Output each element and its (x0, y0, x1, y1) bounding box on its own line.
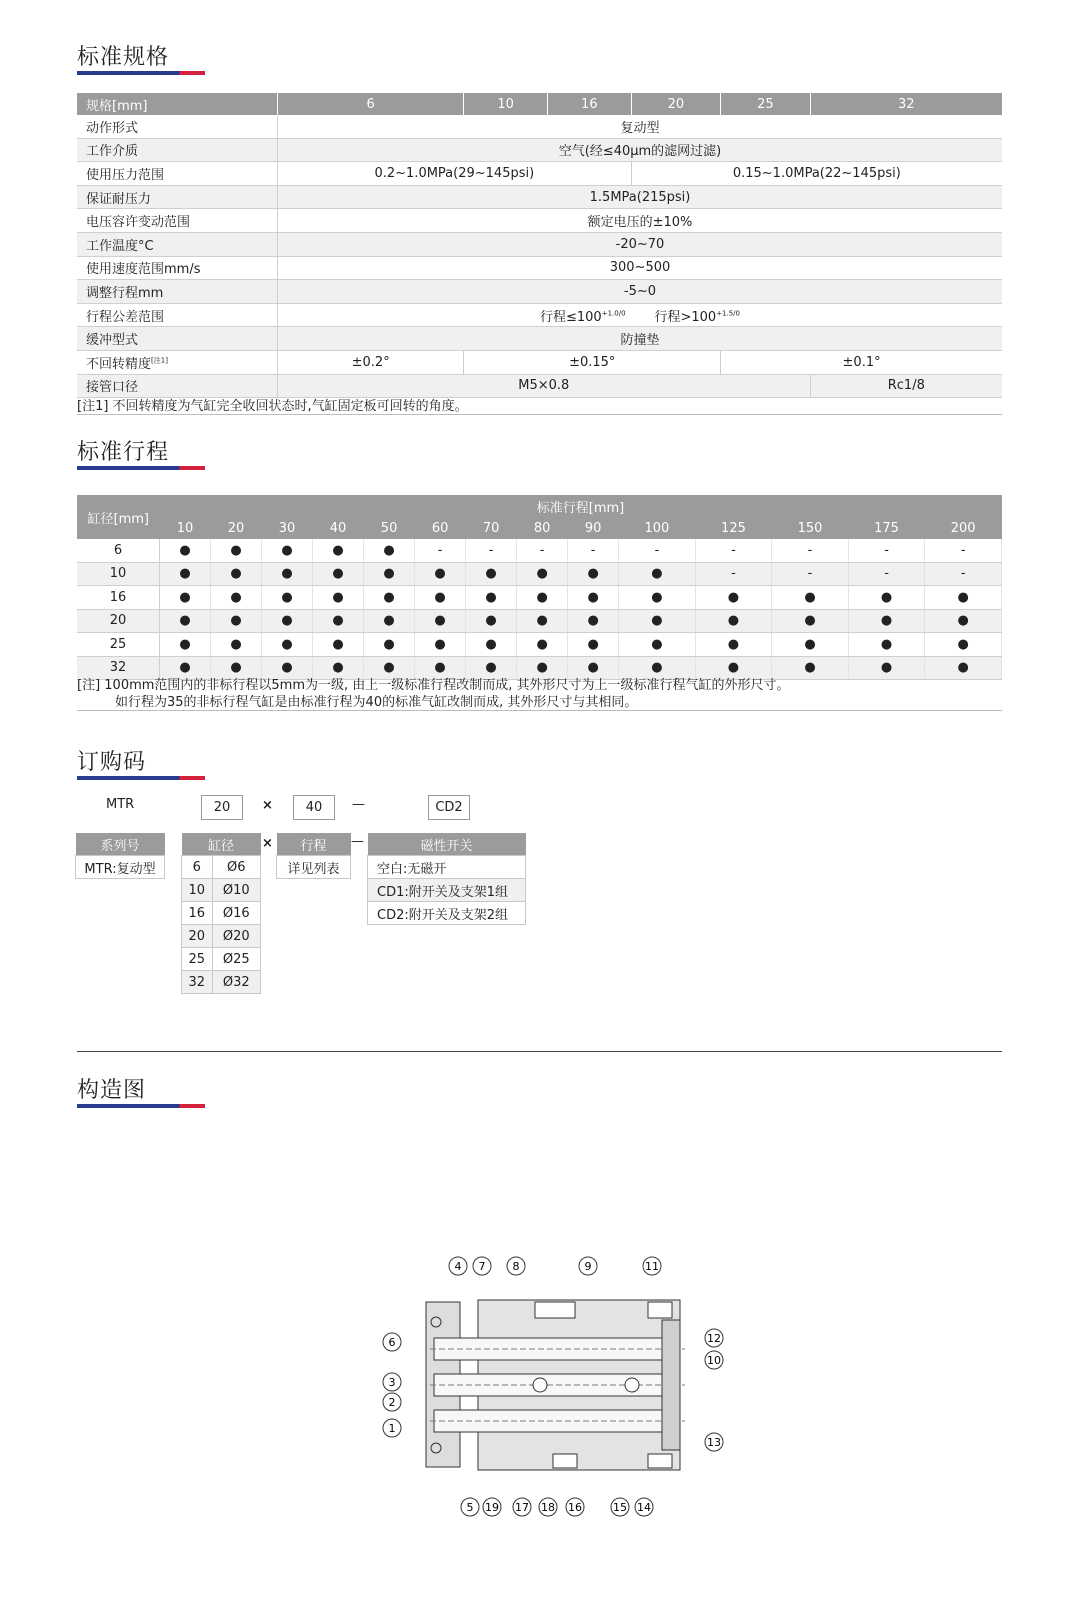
callout-number: 19 (485, 1501, 499, 1514)
stroke-availability-mark: - (466, 539, 517, 562)
stroke-tolerance-b: 行程>100 (654, 309, 717, 325)
spec-bore-header: 6 (278, 93, 464, 115)
spec-row-value: -5~0 (278, 280, 1003, 304)
section-accent-bar (77, 71, 205, 75)
bore-diameter: Ø25 (212, 948, 260, 971)
stroke-availability-mark: ● (160, 609, 211, 633)
stroke-availability-mark: ● (695, 656, 772, 680)
bore-table (181, 833, 261, 994)
section-accent-bar (77, 1104, 205, 1108)
stroke-availability-mark: ● (695, 586, 772, 610)
spec-bore-header: 32 (810, 93, 1002, 115)
stroke-availability-mark: ● (848, 609, 925, 633)
stroke-availability-mark: ● (262, 562, 313, 586)
callout-number: 4 (454, 1260, 462, 1273)
stroke-availability-mark: ● (160, 633, 211, 657)
spec-row-label: 工作介质 (77, 138, 278, 162)
switch-header: 磁性开关 (368, 833, 526, 856)
spec-row-label: 缓冲型式 (77, 327, 278, 351)
stroke-availability-mark: - (695, 539, 772, 562)
stroke-availability-mark: ● (211, 656, 262, 680)
stroke-availability-mark: ● (160, 586, 211, 610)
callout-number: 11 (645, 1260, 659, 1273)
stroke-availability-mark: ● (364, 633, 415, 657)
switch-option: 空白:无磁开 (368, 856, 526, 879)
spec-row-value: ±0.2° (278, 350, 464, 374)
stroke-availability-mark: ● (568, 586, 619, 610)
spec-bore-header: 25 (721, 93, 810, 115)
stroke-availability-mark: ● (925, 633, 1002, 657)
stroke-row-bore: 16 (77, 586, 160, 610)
stroke-column-header: 80 (517, 517, 568, 539)
bore-code: 20 (182, 925, 213, 948)
stroke-availability-mark: ● (772, 609, 849, 633)
callout-number: 12 (707, 1332, 721, 1345)
stroke-availability-mark: ● (313, 656, 364, 680)
bore-option-row (182, 925, 261, 948)
cylinder-structure-diagram (370, 1250, 730, 1525)
stroke-availability-mark: ● (517, 609, 568, 633)
bore-code: 16 (182, 902, 213, 925)
stroke-availability-mark: ● (313, 609, 364, 633)
stroke-availability-mark: ● (211, 586, 262, 610)
stroke-column-header: 20 (211, 517, 262, 539)
stroke-availability-mark: ● (517, 656, 568, 680)
spec-row-label: 接管口径 (77, 374, 278, 398)
bore-header: 缸径 (182, 833, 261, 856)
spec-bore-header: 16 (547, 93, 631, 115)
stroke-row (77, 539, 1002, 562)
bore-diameter: Ø10 (212, 879, 260, 902)
divider (77, 710, 1002, 711)
spec-row-label: 保证耐压力 (77, 185, 278, 209)
section-accent-bar (77, 776, 205, 780)
spec-row-value: 1.5MPa(215psi) (278, 185, 1003, 209)
piston (625, 1378, 639, 1392)
structure-section-title: 构造图 (77, 1078, 147, 1103)
stroke-availability-mark: - (415, 539, 466, 562)
bore-option-row (182, 902, 261, 925)
series-header: 系列号 (76, 833, 165, 856)
stroke-availability-mark: ● (568, 656, 619, 680)
bore-option-row (182, 971, 261, 994)
bore-code: 32 (182, 971, 213, 994)
stroke-availability-mark: ● (262, 586, 313, 610)
stroke-code-table (276, 833, 351, 879)
bore-option-row (182, 879, 261, 902)
switch-mount (648, 1454, 672, 1468)
callout-number: 18 (541, 1501, 555, 1514)
switch-option: CD2:附开关及支架2组 (368, 902, 526, 925)
callout-number: 6 (388, 1336, 396, 1349)
callout-number: 2 (388, 1396, 396, 1409)
spec-row-label: 不回转精度[注1] (77, 350, 278, 374)
stroke-availability-mark: ● (415, 562, 466, 586)
spec-row-value: ±0.1° (721, 350, 1002, 374)
stroke-availability-mark: ● (848, 586, 925, 610)
stroke-section-title: 标准行程 (77, 440, 170, 465)
stroke-availability-mark: ● (415, 586, 466, 610)
bore-code: 25 (182, 948, 213, 971)
stroke-availability-mark: ● (568, 633, 619, 657)
stroke-availability-mark: ● (568, 562, 619, 586)
stroke-column-header: 175 (848, 517, 925, 539)
stroke-row (77, 633, 1002, 657)
rear-cover (662, 1320, 680, 1450)
stroke-availability-mark: ● (262, 609, 313, 633)
stroke-availability-mark: ● (619, 656, 696, 680)
spec-row-value: 空气(经≤40μm的滤网过滤) (278, 138, 1003, 162)
spec-table (77, 93, 1002, 398)
stroke-availability-mark: - (772, 562, 849, 586)
stroke-availability-mark: ● (313, 586, 364, 610)
stroke-availability-mark: ● (772, 586, 849, 610)
stroke-availability-mark: ● (211, 539, 262, 562)
callout-number: 1 (388, 1422, 396, 1435)
spec-row-value: M5×0.8 (278, 374, 811, 398)
order-dash: — (352, 797, 365, 812)
switch-mount (553, 1454, 577, 1468)
stroke-availability-mark: ● (415, 609, 466, 633)
stroke-availability-mark: ● (695, 633, 772, 657)
spec-row-label: 动作形式 (77, 115, 278, 138)
stroke-row-bore: 6 (77, 539, 160, 562)
stroke-availability-mark: ● (466, 586, 517, 610)
stroke-code-value: 详见列表 (277, 856, 351, 879)
spec-row-label: 使用速度范围mm/s (77, 256, 278, 280)
stroke-availability-mark: ● (848, 633, 925, 657)
bore-diameter: Ø6 (212, 856, 260, 879)
stroke-availability-mark: ● (772, 633, 849, 657)
stroke-availability-mark: ● (466, 633, 517, 657)
stroke-row-bore: 20 (77, 609, 160, 633)
spec-header-label: 规格[mm] (77, 93, 278, 115)
stroke-code-header: 行程 (277, 833, 351, 856)
divider (77, 414, 1002, 415)
spec-row-value: ±0.15° (464, 350, 721, 374)
stroke-availability-mark: - (619, 539, 696, 562)
stroke-row (77, 586, 1002, 610)
stroke-column-header: 30 (262, 517, 313, 539)
bore-code: 10 (182, 879, 213, 902)
stroke-availability-mark: ● (466, 656, 517, 680)
bore-option-row (182, 856, 261, 879)
stroke-availability-mark: ● (619, 609, 696, 633)
callout-number: 3 (388, 1376, 396, 1389)
bore-code: 6 (182, 856, 213, 879)
stroke-availability-mark: ● (925, 656, 1002, 680)
stroke-column-header: 40 (313, 517, 364, 539)
stroke-availability-mark: ● (211, 609, 262, 633)
bore-option-row (182, 948, 261, 971)
stroke-availability-mark: ● (695, 609, 772, 633)
stroke-availability-mark: ● (415, 656, 466, 680)
stroke-row (77, 562, 1002, 586)
order-switch-box: CD2 (428, 795, 470, 820)
spec-row-value: 300~500 (278, 256, 1003, 280)
port (535, 1302, 575, 1318)
stroke-availability-mark: ● (619, 586, 696, 610)
spec-row-value: -20~70 (278, 232, 1003, 256)
stroke-column-header: 90 (568, 517, 619, 539)
callout-number: 16 (568, 1501, 582, 1514)
stroke-availability-mark: ● (517, 633, 568, 657)
stroke-availability-mark: ● (160, 656, 211, 680)
stroke-note-line2: 如行程为35的非标行程气缸是由标准行程为40的标准气缸改制而成, 其外形尺寸与其相同。 (115, 695, 638, 710)
piston (533, 1378, 547, 1392)
spec-row-value: Rc1/8 (810, 374, 1002, 398)
stroke-row (77, 609, 1002, 633)
stroke-availability-mark: ● (568, 609, 619, 633)
switch-table (367, 833, 526, 925)
callout-number: 9 (584, 1260, 592, 1273)
stroke-availability-mark: - (568, 539, 619, 562)
spec-row-value: 0.2~1.0MPa(29~145psi) (278, 162, 632, 186)
stroke-availability-mark: ● (517, 562, 568, 586)
order-times: × (262, 798, 273, 813)
bore-header: 缸径[mm] (77, 495, 160, 539)
stroke-column-header: 150 (772, 517, 849, 539)
spec-row-value: 额定电压的±10% (278, 209, 1003, 233)
stroke-availability-mark: ● (619, 633, 696, 657)
section-accent-bar (77, 466, 205, 470)
stroke-availability-mark: ● (466, 562, 517, 586)
stroke-availability-mark: ● (466, 609, 517, 633)
spec-bore-header: 10 (464, 93, 548, 115)
spec-row-value: 防撞垫 (278, 327, 1003, 351)
series-value: MTR:复动型 (76, 856, 165, 879)
stroke-availability-mark: ● (313, 633, 364, 657)
stroke-note-line1: [注] 100mm范围内的非标行程以5mm为一级, 由上一级标准行程改制而成, 其外形尺寸为上一级标准行程气缸的外形尺寸。 (77, 678, 790, 693)
stroke-column-header: 60 (415, 517, 466, 539)
stroke-row-bore: 25 (77, 633, 160, 657)
stroke-column-header: 100 (619, 517, 696, 539)
spec-row-value: 复动型 (278, 115, 1003, 138)
order-times: × (262, 836, 273, 851)
spec-bore-header: 20 (631, 93, 720, 115)
series-table (75, 833, 165, 879)
note-ref: [注1] (151, 356, 168, 365)
spec-section-title: 标准规格 (77, 45, 170, 70)
tolerance-sup: +1.0/0 (601, 309, 626, 318)
stroke-availability-mark: - (772, 539, 849, 562)
stroke-column-header: 50 (364, 517, 415, 539)
callout-number: 14 (637, 1501, 651, 1514)
stroke-availability-mark: - (925, 562, 1002, 586)
callout-number: 13 (707, 1436, 721, 1449)
switch-option: CD1:附开关及支架1组 (368, 879, 526, 902)
stroke-availability-mark: - (848, 539, 925, 562)
stroke-availability-mark: ● (211, 562, 262, 586)
spec-note: [注1] 不回转精度为气缸完全收回状态时,气缸固定板可回转的角度。 (77, 399, 468, 414)
stroke-availability-mark: ● (313, 539, 364, 562)
stroke-availability-mark: ● (160, 539, 211, 562)
stroke-availability-mark: ● (211, 633, 262, 657)
stroke-column-header: 200 (925, 517, 1002, 539)
order-dash: — (351, 834, 364, 849)
spec-row-value (278, 303, 1003, 327)
stroke-header: 标准行程[mm] (160, 495, 1002, 517)
stroke-row-bore: 32 (77, 656, 160, 680)
stroke-column-header: 10 (160, 517, 211, 539)
stroke-availability-mark: - (848, 562, 925, 586)
tolerance-sup: +1.5/0 (716, 309, 740, 318)
spec-row-label: 使用压力范围 (77, 162, 278, 186)
section-divider (77, 1051, 1002, 1052)
stroke-availability-mark: ● (262, 656, 313, 680)
order-bore-box: 20 (201, 795, 243, 820)
stroke-table (77, 495, 1002, 680)
callout-number: 10 (707, 1354, 721, 1367)
spec-row-value: 0.15~1.0MPa(22~145psi) (631, 162, 1002, 186)
stroke-availability-mark: ● (415, 633, 466, 657)
stroke-availability-mark: ● (364, 656, 415, 680)
stroke-availability-mark: ● (262, 633, 313, 657)
bore-diameter: Ø32 (212, 971, 260, 994)
stroke-row-bore: 10 (77, 562, 160, 586)
stroke-column-header: 125 (695, 517, 772, 539)
spec-row-label: 工作温度°C (77, 232, 278, 256)
stroke-column-header: 70 (466, 517, 517, 539)
spec-row-label: 电压容许变动范围 (77, 209, 278, 233)
spec-row-label: 调整行程mm (77, 280, 278, 304)
callout-number: 17 (515, 1501, 529, 1514)
stroke-availability-mark: ● (848, 656, 925, 680)
stroke-availability-mark: ● (262, 539, 313, 562)
stroke-availability-mark: - (517, 539, 568, 562)
stroke-availability-mark: ● (364, 586, 415, 610)
stroke-availability-mark: ● (517, 586, 568, 610)
bore-diameter: Ø20 (212, 925, 260, 948)
order-model: MTR (106, 797, 135, 812)
order-section-title: 订购码 (77, 750, 147, 775)
stroke-availability-mark: ● (313, 562, 364, 586)
stroke-availability-mark: ● (925, 586, 1002, 610)
stroke-tolerance-a: 行程≤100 (540, 309, 602, 325)
stroke-availability-mark: ● (160, 562, 211, 586)
bore-diameter: Ø16 (212, 902, 260, 925)
stroke-availability-mark: - (925, 539, 1002, 562)
stroke-availability-mark: ● (364, 539, 415, 562)
callout-number: 8 (512, 1260, 520, 1273)
stroke-availability-mark: - (695, 562, 772, 586)
port (648, 1302, 672, 1318)
stroke-availability-mark: ● (364, 609, 415, 633)
stroke-availability-mark: ● (772, 656, 849, 680)
order-stroke-box: 40 (293, 795, 335, 820)
spec-row-label: 行程公差范围 (77, 303, 278, 327)
callout-number: 5 (466, 1501, 474, 1514)
stroke-availability-mark: ● (619, 562, 696, 586)
stroke-availability-mark: ● (364, 562, 415, 586)
callout-number: 7 (478, 1260, 486, 1273)
stroke-availability-mark: ● (925, 609, 1002, 633)
callout-number: 15 (613, 1501, 627, 1514)
